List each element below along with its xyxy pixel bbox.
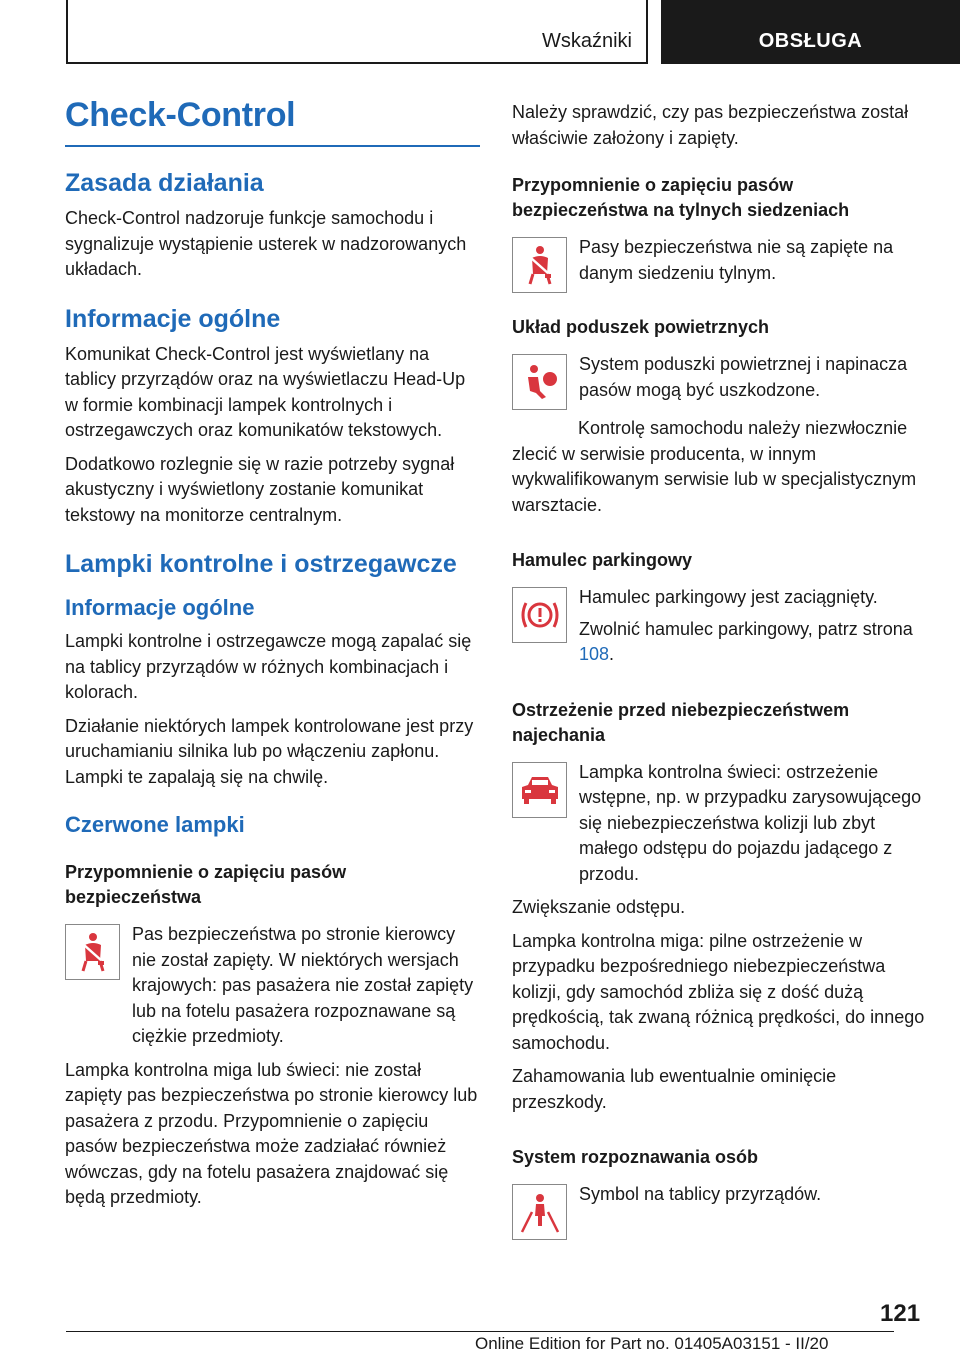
seatbelt-check-text: Należy sprawdzić, czy pas bezpieczeństwa został właściwie założony i zapięty. — [512, 102, 909, 148]
seatbelt-p1: Lampka kontrolna miga lub świeci: nie został zapięty pas bezpieczeństwa po stronie kierowcy lub pasażera z przodu. Przypomnienie o zapięciu pasów bezpieczeństwa może zadziałać również wówczas, gdy na fotelu pasażera znajdować się będą przedmioty. — [65, 1059, 478, 1207]
footer-divider — [66, 1331, 894, 1332]
car-front-icon — [512, 762, 567, 818]
rear-seatbelt-icon — [512, 237, 567, 293]
parking-brake-icon — [512, 587, 567, 643]
heading-zasada: Zasada działania — [65, 169, 264, 197]
seatbelt-icon — [65, 924, 120, 980]
indicator-collision-warning — [512, 760, 927, 888]
header-chapter-tab — [661, 0, 960, 64]
indicator-airbag — [512, 352, 927, 410]
parking-brake-text-1: Hamulec parkingowy jest zaciągnięty. — [579, 587, 878, 607]
seatbelt-driver-text: Pas bezpieczeństwa po stronie kierowcy nie został zapięty. W niektórych wersjach krajowych: pas pasażera nie został zapięty lub na fotelu pasażera rozpoznawane są ciężkie przedmioty. — [132, 924, 474, 1046]
heading-lampki: Lampki kontrolne i ostrzegawcze — [65, 550, 457, 578]
collision-p1: Zwiększanie odstępu. — [512, 897, 686, 917]
header-section-label: Wskaźniki — [541, 30, 632, 52]
zasada-text: Check-Control nadzoruje funkcje samochodu i sygnalizuje wystąpienie usterek w nadzorowanych układach. — [65, 208, 467, 279]
subheading-informacje: Informacje ogólne — [65, 595, 255, 620]
airbag-text-1: System poduszki powietrznej i napinacza pasów mogą być uszkodzone. — [579, 354, 908, 400]
indicator-parking-brake — [512, 585, 927, 668]
page-link-108[interactable]: 108 — [579, 644, 610, 664]
header-chapter-label: OBSŁUGA — [758, 30, 863, 52]
collision-p3: Zahamowania lub ewentualnie ominięcie przeszkody. — [512, 1066, 837, 1112]
indicator-person-detection — [512, 1182, 927, 1240]
person-detection-text: Symbol na tablicy przyrządów. — [579, 1184, 822, 1204]
lampki-p2: Działanie niektórych lampek kontrolowane jest przy uruchamianiu silnika lub po włączeniu zapłonu. Lampki te zapalają się na chwilę. — [65, 715, 474, 787]
heading-rear-seatbelt: Przypomnienie o zapięciu pasów bezpieczeństwa na tylnych siedzeniach — [512, 175, 850, 220]
informacje-p2: Dodatkowo rozlegnie się w razie potrzeby sygnał akustyczny i wyświetlony zostanie komunikat tekstowy na monitorze centralnym. — [65, 453, 455, 525]
page-title: Check-Control — [65, 96, 480, 147]
rear-seatbelt-text: Pasy bezpieczeństwa nie są zapięte na danym siedzeniu tylnym. — [579, 237, 894, 283]
heading-person-detection: System rozpoznawania osób — [512, 1147, 759, 1167]
heading-collision-warning: Ostrzeżenie przed niebezpieczeństwem najechania — [512, 699, 850, 745]
parking-brake-text-2a: Zwolnić hamulec parkingowy, patrz strona — [579, 618, 913, 639]
heading-informacje: Informacje ogólne — [65, 304, 281, 333]
heading-parking-brake: Hamulec parkingowy — [512, 550, 693, 570]
pedestrian-icon — [512, 1184, 567, 1240]
collision-p2: Lampka kontrolna miga: pilne ostrzeżenie w przypadku bezpośredniego niebezpieczeństwa kolizji, gdy samochód zbliża się z dość dużą prędkością, tak zwaną różnicą prędkości, do innego samochodu. — [512, 930, 925, 1053]
footer-edition: Online Edition for Part no. 01405A03151 - II/20 — [475, 1334, 829, 1353]
informacje-p1: Komunikat Check-Control jest wyświetlany na tablicy przyrządów oraz na wyświetlaczu Head-Up w formie kombinacji lampek kontrolnych i ostrzegawczych oraz komunikatów tekstowych. — [65, 343, 466, 440]
subheading-pasy: Przypomnienie o zapięciu pasów bezpieczeństwa — [65, 862, 347, 907]
parking-brake-text-2b: . — [609, 644, 615, 664]
indicator-seatbelt-driver — [65, 922, 480, 1050]
lampki-p1: Lampki kontrolne i ostrzegawcze mogą zapalać się na tablicy przyrządów w różnych kombinacjach i kolorach. — [65, 631, 472, 702]
right-column — [512, 100, 927, 1240]
indicator-rear-seatbelt — [512, 235, 927, 293]
heading-czerwone: Czerwone lampki — [65, 812, 245, 837]
airbag-text-2: Kontrolę samochodu należy niezwłocznie zlecić w serwisie producenta, w innym wykwalifikowanym serwisie lub w specjalistycznym warsztacie. — [512, 418, 917, 515]
heading-airbag: Układ poduszek powietrznych — [512, 317, 770, 337]
left-column — [65, 96, 480, 1211]
collision-warning-text: Lampka kontrolna świeci: ostrzeżenie wstępne, np. w przypadku zarysowującego się niebezpieczeństwa kolizji lub zbyt małego odstępu do pojazdu jadącego z przodu. — [579, 761, 922, 884]
airbag-icon — [512, 354, 567, 410]
parking-brake-text-2 — [579, 617, 927, 668]
header-section-tab — [66, 0, 648, 64]
page-number: 121 — [880, 1300, 921, 1327]
